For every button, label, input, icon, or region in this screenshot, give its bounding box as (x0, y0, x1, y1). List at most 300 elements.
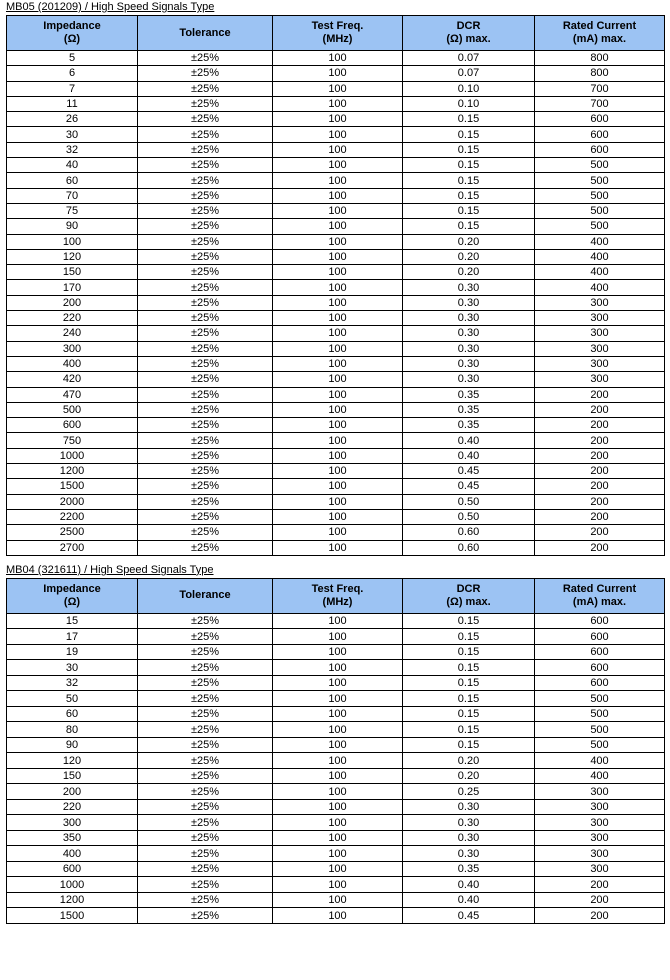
cell-rated-current: 800 (535, 51, 665, 66)
cell-dcr: 0.30 (403, 846, 535, 862)
table-row (7, 753, 665, 769)
cell-tolerance: ±25% (138, 613, 273, 629)
cell-dcr: 0.15 (403, 219, 535, 234)
table-body-mb05 (7, 51, 665, 556)
cell-dcr: 0.15 (403, 127, 535, 142)
cell-impedance: 600 (7, 861, 138, 877)
table-row (7, 644, 665, 660)
cell-impedance: 26 (7, 112, 138, 127)
cell-dcr: 0.30 (403, 815, 535, 831)
cell-test-freq: 100 (273, 356, 403, 371)
table-row (7, 525, 665, 540)
cell-impedance: 50 (7, 691, 138, 707)
cell-dcr: 0.30 (403, 799, 535, 815)
cell-rated-current: 700 (535, 81, 665, 96)
cell-test-freq: 100 (273, 892, 403, 908)
table-row (7, 326, 665, 341)
cell-test-freq: 100 (273, 402, 403, 417)
cell-dcr: 0.15 (403, 629, 535, 645)
cell-rated-current: 500 (535, 188, 665, 203)
cell-dcr: 0.50 (403, 509, 535, 524)
cell-impedance: 17 (7, 629, 138, 645)
cell-dcr: 0.15 (403, 188, 535, 203)
cell-test-freq: 100 (273, 127, 403, 142)
table-row (7, 613, 665, 629)
cell-tolerance: ±25% (138, 464, 273, 479)
table-row (7, 249, 665, 264)
cell-dcr: 0.40 (403, 892, 535, 908)
cell-impedance: 400 (7, 356, 138, 371)
cell-rated-current: 300 (535, 311, 665, 326)
cell-rated-current: 500 (535, 706, 665, 722)
header-dcr: DCR (Ω) max. (403, 16, 535, 51)
table-row (7, 861, 665, 877)
cell-test-freq: 100 (273, 387, 403, 402)
table-row (7, 402, 665, 417)
cell-dcr: 0.15 (403, 706, 535, 722)
cell-tolerance: ±25% (138, 675, 273, 691)
cell-dcr: 0.20 (403, 768, 535, 784)
table-row (7, 448, 665, 463)
cell-tolerance: ±25% (138, 127, 273, 142)
cell-test-freq: 100 (273, 706, 403, 722)
cell-impedance: 220 (7, 799, 138, 815)
cell-test-freq: 100 (273, 540, 403, 555)
cell-impedance: 19 (7, 644, 138, 660)
cell-impedance: 200 (7, 295, 138, 310)
cell-impedance: 1500 (7, 479, 138, 494)
cell-rated-current: 300 (535, 846, 665, 862)
table-row (7, 540, 665, 555)
cell-dcr: 0.07 (403, 66, 535, 81)
cell-tolerance: ±25% (138, 418, 273, 433)
cell-test-freq: 100 (273, 877, 403, 893)
cell-dcr: 0.15 (403, 112, 535, 127)
cell-dcr: 0.35 (403, 861, 535, 877)
cell-tolerance: ±25% (138, 644, 273, 660)
cell-test-freq: 100 (273, 341, 403, 356)
cell-tolerance: ±25% (138, 341, 273, 356)
cell-test-freq: 100 (273, 644, 403, 660)
cell-tolerance: ±25% (138, 722, 273, 738)
table-row (7, 509, 665, 524)
cell-rated-current: 400 (535, 265, 665, 280)
cell-rated-current: 700 (535, 96, 665, 111)
cell-test-freq: 100 (273, 830, 403, 846)
cell-tolerance: ±25% (138, 356, 273, 371)
cell-rated-current: 600 (535, 660, 665, 676)
cell-test-freq: 100 (273, 660, 403, 676)
cell-dcr: 0.10 (403, 96, 535, 111)
cell-dcr: 0.30 (403, 295, 535, 310)
cell-dcr: 0.15 (403, 173, 535, 188)
section-mb04 (0, 563, 670, 924)
cell-impedance: 200 (7, 784, 138, 800)
cell-tolerance: ±25% (138, 753, 273, 769)
cell-tolerance: ±25% (138, 66, 273, 81)
cell-tolerance: ±25% (138, 830, 273, 846)
cell-tolerance: ±25% (138, 660, 273, 676)
cell-dcr: 0.15 (403, 158, 535, 173)
table-row (7, 418, 665, 433)
cell-dcr: 0.45 (403, 908, 535, 924)
table-row (7, 815, 665, 831)
table-row (7, 799, 665, 815)
cell-rated-current: 500 (535, 203, 665, 218)
table-row (7, 830, 665, 846)
cell-test-freq: 100 (273, 861, 403, 877)
cell-test-freq: 100 (273, 691, 403, 707)
cell-tolerance: ±25% (138, 326, 273, 341)
table-row (7, 877, 665, 893)
cell-impedance: 600 (7, 418, 138, 433)
cell-rated-current: 200 (535, 540, 665, 555)
cell-tolerance: ±25% (138, 892, 273, 908)
cell-tolerance: ±25% (138, 509, 273, 524)
table-row (7, 372, 665, 387)
cell-rated-current: 200 (535, 433, 665, 448)
table-row (7, 846, 665, 862)
cell-impedance: 120 (7, 249, 138, 264)
cell-dcr: 0.15 (403, 660, 535, 676)
cell-test-freq: 100 (273, 799, 403, 815)
table-row (7, 433, 665, 448)
cell-dcr: 0.40 (403, 877, 535, 893)
cell-tolerance: ±25% (138, 402, 273, 417)
cell-dcr: 0.30 (403, 326, 535, 341)
cell-dcr: 0.15 (403, 644, 535, 660)
cell-tolerance: ±25% (138, 249, 273, 264)
cell-impedance: 1200 (7, 892, 138, 908)
table-row (7, 219, 665, 234)
cell-test-freq: 100 (273, 815, 403, 831)
cell-test-freq: 100 (273, 722, 403, 738)
table-row (7, 691, 665, 707)
cell-test-freq: 100 (273, 219, 403, 234)
cell-rated-current: 300 (535, 372, 665, 387)
cell-tolerance: ±25% (138, 173, 273, 188)
cell-rated-current: 300 (535, 326, 665, 341)
cell-impedance: 400 (7, 846, 138, 862)
cell-tolerance: ±25% (138, 387, 273, 402)
cell-impedance: 2000 (7, 494, 138, 509)
table-body-mb04 (7, 613, 665, 923)
cell-rated-current: 200 (535, 892, 665, 908)
cell-rated-current: 300 (535, 815, 665, 831)
cell-impedance: 75 (7, 203, 138, 218)
cell-test-freq: 100 (273, 173, 403, 188)
cell-dcr: 0.30 (403, 311, 535, 326)
cell-rated-current: 200 (535, 387, 665, 402)
cell-rated-current: 500 (535, 173, 665, 188)
cell-impedance: 70 (7, 188, 138, 203)
cell-rated-current: 200 (535, 525, 665, 540)
cell-tolerance: ±25% (138, 158, 273, 173)
table-row (7, 51, 665, 66)
cell-dcr: 0.40 (403, 448, 535, 463)
cell-test-freq: 100 (273, 433, 403, 448)
cell-rated-current: 400 (535, 768, 665, 784)
table-row (7, 768, 665, 784)
cell-rated-current: 400 (535, 249, 665, 264)
table-row (7, 737, 665, 753)
section-title-mb05: MB05 (201209) / High Speed Signals Type (6, 1, 215, 13)
cell-tolerance: ±25% (138, 861, 273, 877)
cell-rated-current: 200 (535, 494, 665, 509)
cell-tolerance: ±25% (138, 737, 273, 753)
cell-rated-current: 600 (535, 629, 665, 645)
table-row (7, 234, 665, 249)
cell-rated-current: 300 (535, 341, 665, 356)
table-row (7, 908, 665, 924)
cell-impedance: 500 (7, 402, 138, 417)
cell-dcr: 0.15 (403, 142, 535, 157)
cell-test-freq: 100 (273, 158, 403, 173)
table-header-row (7, 578, 665, 613)
cell-test-freq: 100 (273, 326, 403, 341)
cell-rated-current: 300 (535, 784, 665, 800)
cell-tolerance: ±25% (138, 540, 273, 555)
table-row (7, 675, 665, 691)
cell-rated-current: 300 (535, 830, 665, 846)
cell-tolerance: ±25% (138, 265, 273, 280)
cell-tolerance: ±25% (138, 295, 273, 310)
cell-tolerance: ±25% (138, 846, 273, 862)
cell-rated-current: 300 (535, 295, 665, 310)
table-row (7, 784, 665, 800)
table-row (7, 280, 665, 295)
cell-dcr: 0.15 (403, 675, 535, 691)
cell-test-freq: 100 (273, 265, 403, 280)
cell-test-freq: 100 (273, 846, 403, 862)
table-row (7, 203, 665, 218)
cell-tolerance: ±25% (138, 51, 273, 66)
cell-tolerance: ±25% (138, 112, 273, 127)
cell-tolerance: ±25% (138, 448, 273, 463)
cell-impedance: 40 (7, 158, 138, 173)
cell-dcr: 0.60 (403, 540, 535, 555)
header-rated-current: Rated Current (mA) max. (535, 16, 665, 51)
cell-impedance: 30 (7, 127, 138, 142)
cell-rated-current: 600 (535, 644, 665, 660)
cell-rated-current: 400 (535, 234, 665, 249)
cell-impedance: 420 (7, 372, 138, 387)
cell-impedance: 90 (7, 219, 138, 234)
table-row (7, 892, 665, 908)
cell-dcr: 0.07 (403, 51, 535, 66)
cell-dcr: 0.20 (403, 753, 535, 769)
cell-test-freq: 100 (273, 234, 403, 249)
cell-test-freq: 100 (273, 418, 403, 433)
cell-rated-current: 500 (535, 691, 665, 707)
table-row (7, 356, 665, 371)
table-row (7, 188, 665, 203)
cell-dcr: 0.30 (403, 356, 535, 371)
cell-tolerance: ±25% (138, 433, 273, 448)
table-row (7, 295, 665, 310)
cell-impedance: 300 (7, 341, 138, 356)
cell-dcr: 0.30 (403, 372, 535, 387)
cell-test-freq: 100 (273, 479, 403, 494)
cell-tolerance: ±25% (138, 706, 273, 722)
cell-impedance: 350 (7, 830, 138, 846)
cell-test-freq: 100 (273, 494, 403, 509)
cell-impedance: 1000 (7, 877, 138, 893)
cell-tolerance: ±25% (138, 768, 273, 784)
cell-dcr: 0.15 (403, 722, 535, 738)
spec-table-mb04 (6, 578, 665, 924)
table-row (7, 173, 665, 188)
cell-rated-current: 300 (535, 799, 665, 815)
cell-test-freq: 100 (273, 311, 403, 326)
cell-dcr: 0.20 (403, 234, 535, 249)
cell-dcr: 0.35 (403, 402, 535, 417)
cell-tolerance: ±25% (138, 691, 273, 707)
cell-impedance: 170 (7, 280, 138, 295)
cell-test-freq: 100 (273, 96, 403, 111)
cell-dcr: 0.30 (403, 341, 535, 356)
cell-impedance: 2200 (7, 509, 138, 524)
cell-test-freq: 100 (273, 448, 403, 463)
cell-dcr: 0.50 (403, 494, 535, 509)
cell-test-freq: 100 (273, 768, 403, 784)
cell-impedance: 60 (7, 706, 138, 722)
cell-rated-current: 600 (535, 675, 665, 691)
table-row (7, 341, 665, 356)
header-impedance: Impedance (Ω) (7, 16, 138, 51)
header-dcr: DCR (Ω) max. (403, 578, 535, 613)
cell-impedance: 120 (7, 753, 138, 769)
table-row (7, 464, 665, 479)
cell-impedance: 32 (7, 675, 138, 691)
cell-test-freq: 100 (273, 908, 403, 924)
cell-test-freq: 100 (273, 525, 403, 540)
cell-tolerance: ±25% (138, 81, 273, 96)
cell-dcr: 0.20 (403, 265, 535, 280)
cell-impedance: 100 (7, 234, 138, 249)
cell-test-freq: 100 (273, 81, 403, 96)
table-row (7, 96, 665, 111)
cell-rated-current: 200 (535, 402, 665, 417)
table-row (7, 81, 665, 96)
cell-test-freq: 100 (273, 372, 403, 387)
cell-test-freq: 100 (273, 464, 403, 479)
cell-test-freq: 100 (273, 249, 403, 264)
cell-rated-current: 600 (535, 142, 665, 157)
cell-test-freq: 100 (273, 675, 403, 691)
cell-impedance: 5 (7, 51, 138, 66)
cell-impedance: 90 (7, 737, 138, 753)
header-tolerance: Tolerance (138, 16, 273, 51)
cell-rated-current: 300 (535, 861, 665, 877)
cell-impedance: 2500 (7, 525, 138, 540)
cell-tolerance: ±25% (138, 479, 273, 494)
cell-dcr: 0.15 (403, 737, 535, 753)
table-row (7, 158, 665, 173)
cell-rated-current: 600 (535, 127, 665, 142)
table-row (7, 66, 665, 81)
cell-rated-current: 200 (535, 509, 665, 524)
cell-dcr: 0.30 (403, 280, 535, 295)
cell-dcr: 0.45 (403, 464, 535, 479)
cell-impedance: 1500 (7, 908, 138, 924)
cell-impedance: 1000 (7, 448, 138, 463)
table-row (7, 142, 665, 157)
cell-tolerance: ±25% (138, 219, 273, 234)
table-header-row (7, 16, 665, 51)
cell-dcr: 0.15 (403, 691, 535, 707)
cell-dcr: 0.25 (403, 784, 535, 800)
cell-rated-current: 200 (535, 877, 665, 893)
cell-rated-current: 200 (535, 464, 665, 479)
table-row (7, 722, 665, 738)
cell-tolerance: ±25% (138, 815, 273, 831)
cell-tolerance: ±25% (138, 142, 273, 157)
cell-test-freq: 100 (273, 737, 403, 753)
cell-rated-current: 600 (535, 613, 665, 629)
cell-test-freq: 100 (273, 280, 403, 295)
table-row (7, 494, 665, 509)
header-impedance: Impedance (Ω) (7, 578, 138, 613)
cell-rated-current: 200 (535, 908, 665, 924)
cell-test-freq: 100 (273, 66, 403, 81)
spec-table-mb05 (6, 15, 665, 556)
cell-impedance: 11 (7, 96, 138, 111)
cell-dcr: 0.35 (403, 418, 535, 433)
cell-dcr: 0.35 (403, 387, 535, 402)
cell-impedance: 300 (7, 815, 138, 831)
cell-tolerance: ±25% (138, 908, 273, 924)
cell-test-freq: 100 (273, 142, 403, 157)
table-row (7, 387, 665, 402)
table-row (7, 265, 665, 280)
table-row (7, 112, 665, 127)
cell-tolerance: ±25% (138, 311, 273, 326)
cell-impedance: 32 (7, 142, 138, 157)
cell-impedance: 6 (7, 66, 138, 81)
table-row (7, 127, 665, 142)
cell-impedance: 7 (7, 81, 138, 96)
cell-impedance: 30 (7, 660, 138, 676)
cell-rated-current: 600 (535, 112, 665, 127)
cell-tolerance: ±25% (138, 280, 273, 295)
header-test-freq: Test Freq. (MHz) (273, 578, 403, 613)
cell-rated-current: 500 (535, 158, 665, 173)
cell-impedance: 150 (7, 768, 138, 784)
cell-dcr: 0.30 (403, 830, 535, 846)
cell-dcr: 0.10 (403, 81, 535, 96)
header-test-freq: Test Freq. (MHz) (273, 16, 403, 51)
cell-tolerance: ±25% (138, 525, 273, 540)
cell-test-freq: 100 (273, 51, 403, 66)
table-row (7, 479, 665, 494)
cell-rated-current: 200 (535, 448, 665, 463)
cell-test-freq: 100 (273, 509, 403, 524)
cell-impedance: 470 (7, 387, 138, 402)
cell-test-freq: 100 (273, 613, 403, 629)
cell-rated-current: 500 (535, 737, 665, 753)
cell-test-freq: 100 (273, 188, 403, 203)
cell-rated-current: 800 (535, 66, 665, 81)
cell-test-freq: 100 (273, 112, 403, 127)
cell-impedance: 240 (7, 326, 138, 341)
cell-rated-current: 400 (535, 280, 665, 295)
cell-dcr: 0.15 (403, 613, 535, 629)
cell-tolerance: ±25% (138, 877, 273, 893)
table-row (7, 660, 665, 676)
cell-impedance: 1200 (7, 464, 138, 479)
cell-rated-current: 200 (535, 479, 665, 494)
